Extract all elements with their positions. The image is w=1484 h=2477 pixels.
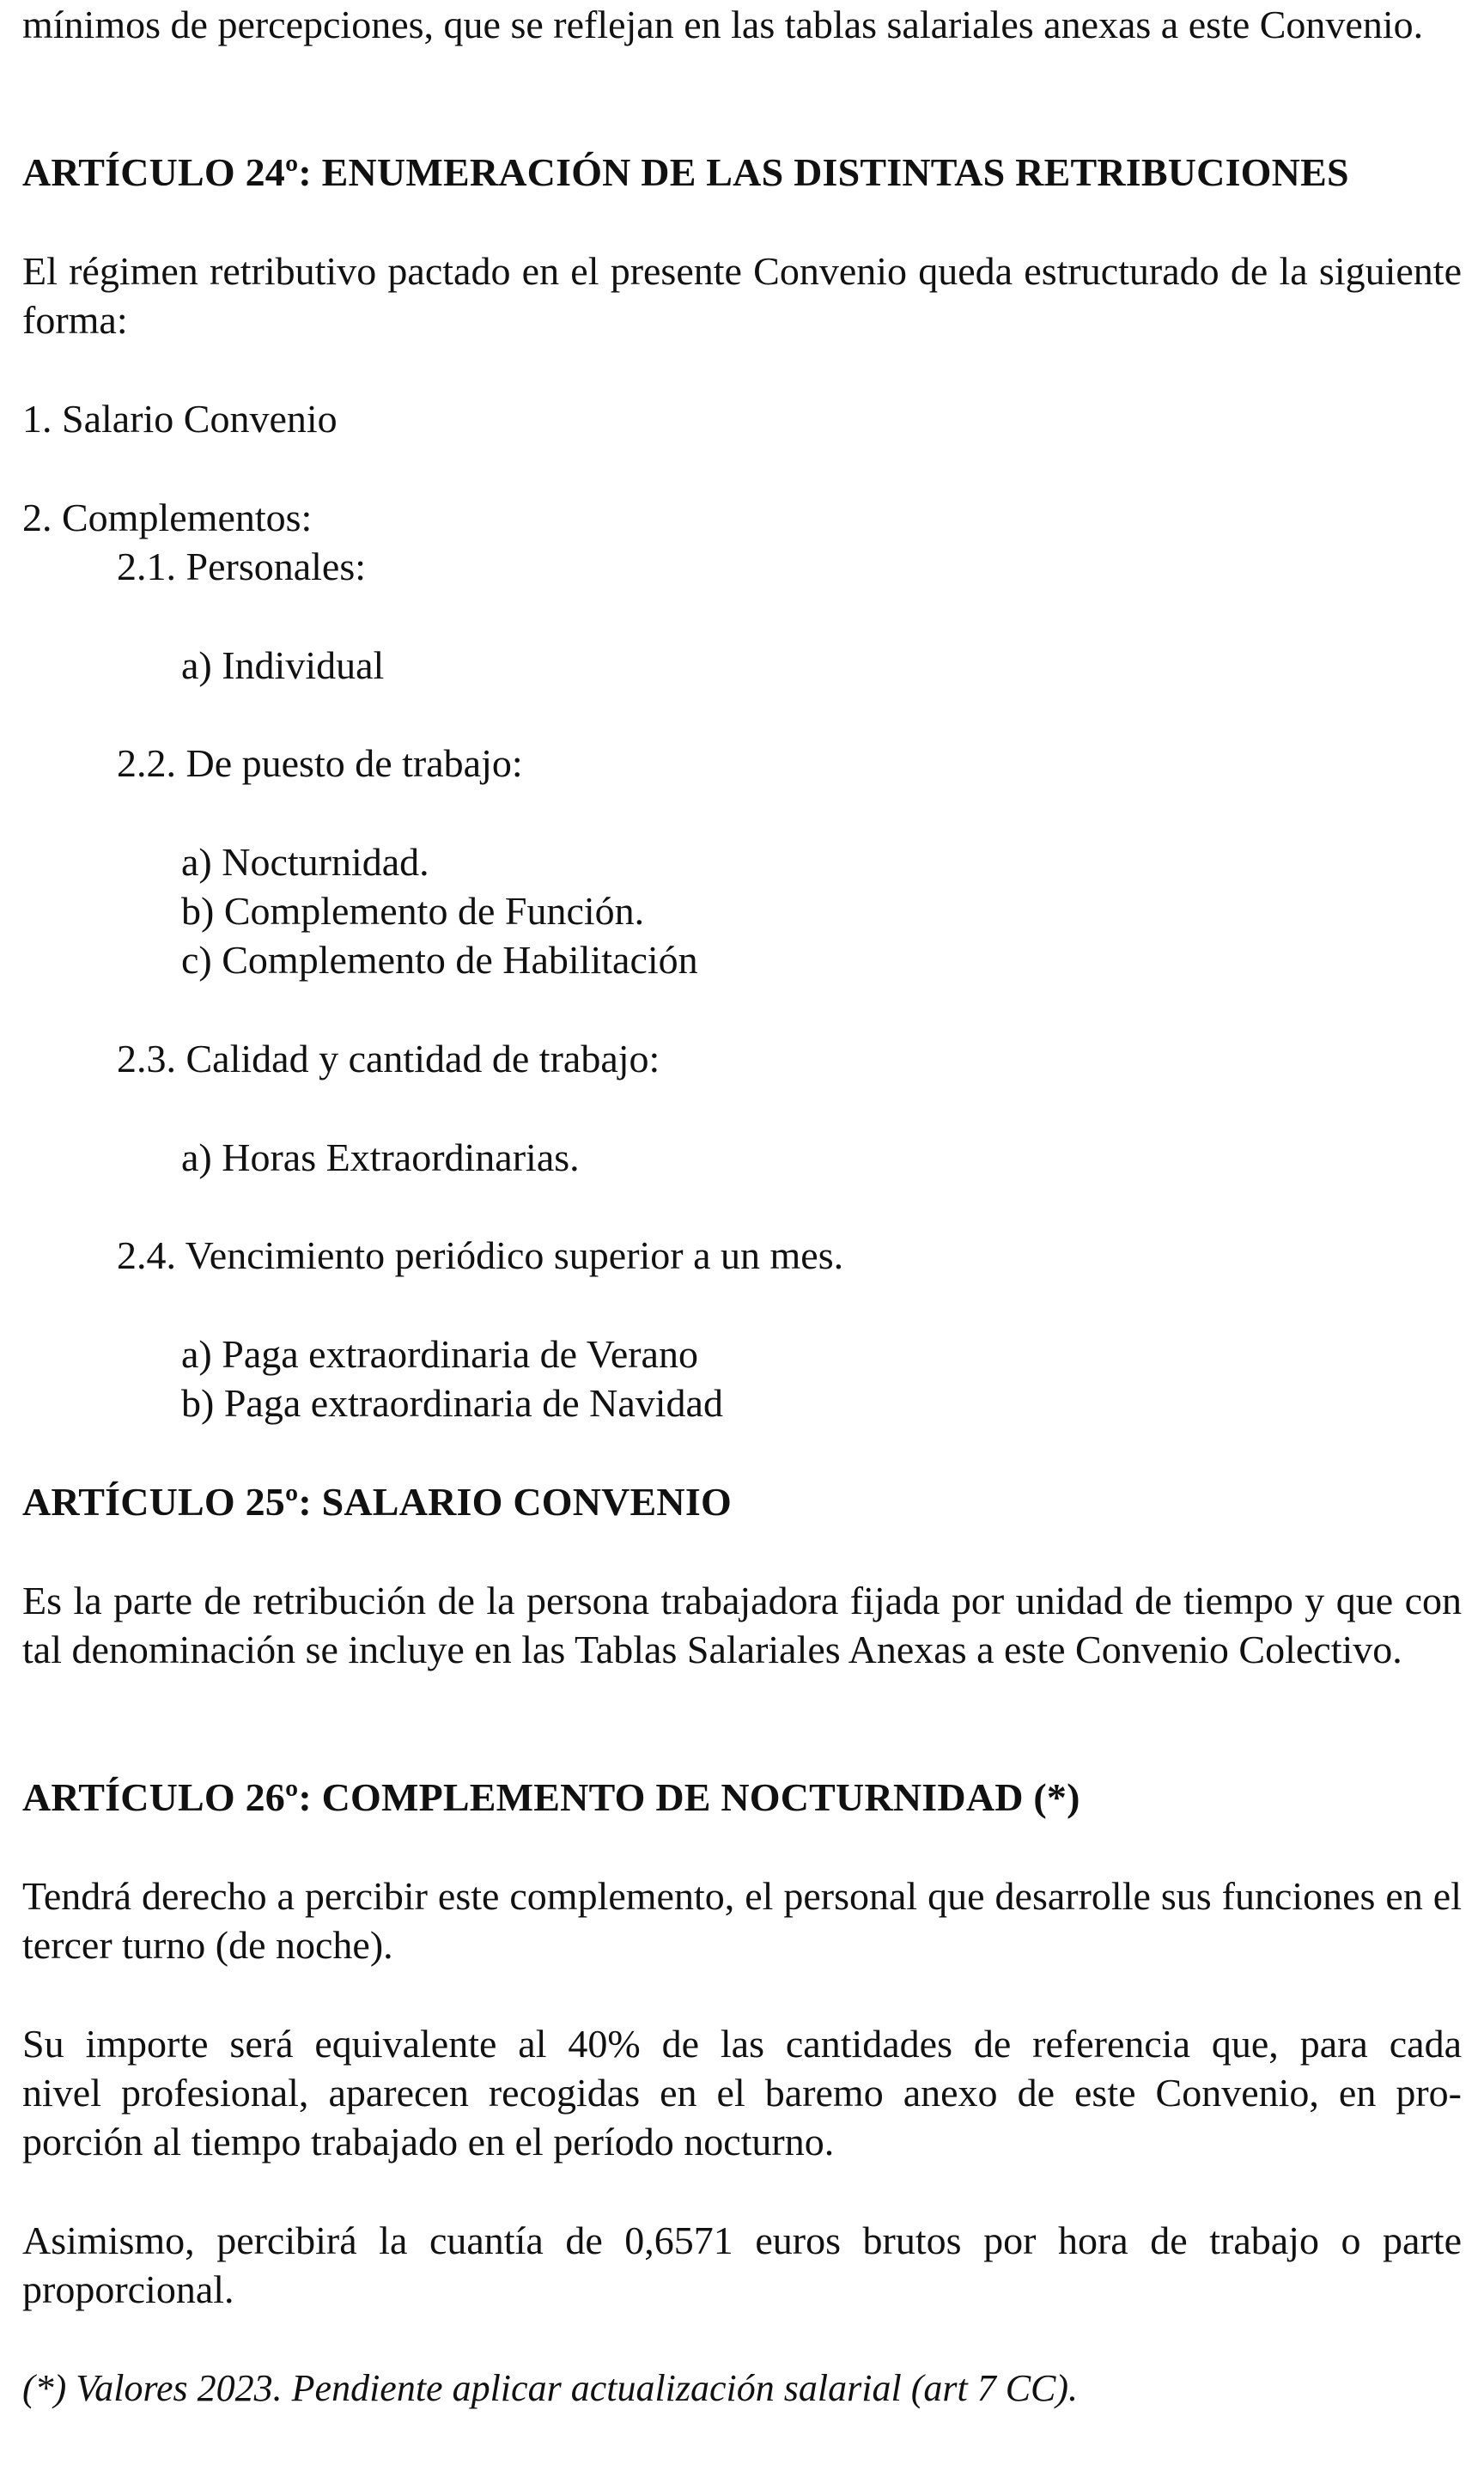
sublist-2-2: 2.2. De puesto de trabajo:: [117, 741, 523, 785]
list-item-1: 1. Salario Convenio: [22, 397, 338, 441]
sublist-2-2-c: c) Complemento de Habilitación: [181, 938, 698, 982]
footnote: (*) Valores 2023. Pendiente aplicar actualización salarial (art 7 CC).: [22, 2367, 1079, 2409]
article-24-intro: El régimen retributivo pactado en el presente Convenio queda estructurado de la siguiente forma:: [22, 249, 1462, 342]
sublist-2-3-a: a) Horas Extraordinarias.: [181, 1135, 580, 1179]
article-26-paragraph-1: Tendrá derecho a percibir este complemento, el personal que desarrolle sus funciones en el tercer turno (de noche).: [22, 1874, 1462, 1967]
article-26-paragraph-3: Asimismo, percibirá la cuantía de 0,6571 euros brutos por hora de trabajo o parte proporcional.: [22, 2218, 1462, 2311]
sublist-2-1-a: a) Individual: [181, 643, 385, 687]
article-26-paragraph-2: [22, 2019, 1462, 2166]
article-26-paragraph-2-line-1: Su importe será equivalente al 40% de las cantidades de referencia que, para cada: [22, 2022, 1462, 2066]
article-24-heading: ARTÍCULO 24º: ENUMERACIÓN DE LAS DISTINTAS RETRIBUCIONES: [22, 150, 1349, 194]
article-26-paragraph-2-line-2: nivel profesional, aparecen recogidas en el baremo anexo de este Convenio, en pro-: [22, 2071, 1462, 2115]
sublist-2-2-b: b) Complemento de Función.: [181, 889, 645, 933]
sublist-2-2-a: a) Nocturnidad.: [181, 840, 429, 884]
sublist-2-4-b: b) Paga extraordinaria de Navidad: [181, 1381, 723, 1425]
article-25-heading: ARTÍCULO 25º: SALARIO CONVENIO: [22, 1480, 732, 1524]
intro-tail-paragraph: mínimos de percepciones, que se reflejan en las tablas salariales anexas a este Convenio.: [22, 3, 1424, 46]
list-item-2: 2. Complementos:: [22, 496, 313, 539]
sublist-2-4: 2.4. Vencimiento periódico superior a un mes.: [117, 1233, 844, 1277]
article-25-text: Es la parte de retribución de la persona trabajadora fijada por unidad de tiempo y que con tal denominación se incluye en las Tablas Salariales Anexas a este Convenio Colectivo.: [22, 1579, 1462, 1671]
sublist-2-4-a: a) Paga extraordinaria de Verano: [181, 1332, 698, 1376]
sublist-2-1: 2.1. Personales:: [117, 545, 367, 588]
article-26-paragraph-2-line-3: porción al tiempo trabajado en el período nocturno.: [22, 2120, 835, 2164]
sublist-2-3: 2.3. Calidad y cantidad de trabajo:: [117, 1037, 660, 1080]
article-26-heading: ARTÍCULO 26º: COMPLEMENTO DE NOCTURNIDAD (*): [22, 1775, 1080, 1819]
